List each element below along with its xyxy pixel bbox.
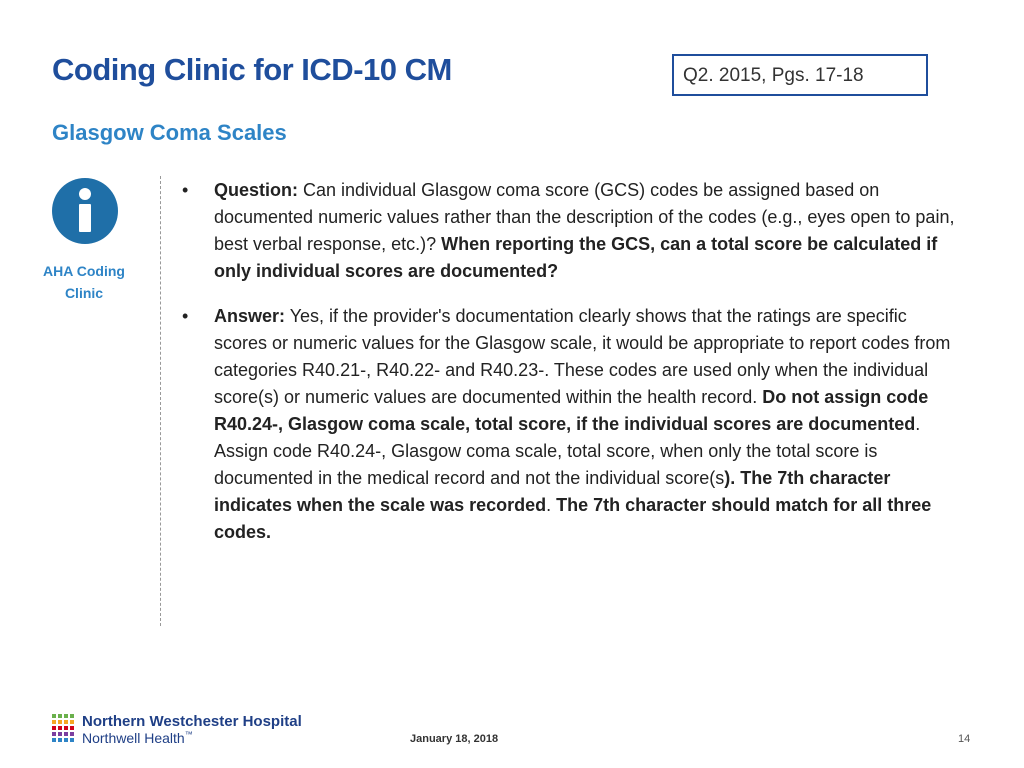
answer-bold-3: The 7th character should match for all three codes. [214,495,932,542]
source-label-line1: AHA Coding [43,263,125,279]
info-icon [52,178,118,244]
page-title: Coding Clinic for ICD-10 CM [52,52,452,87]
question-text: Can individual Glasgow coma score (GCS) codes be assigned based on documented numeric values rather than the description of the codes (e.g., eyes open to pain, best verbal response, etc.)? [214,180,955,254]
page-number: 14 [958,733,971,745]
source-label [30,260,138,304]
answer-text-3: . [546,495,557,515]
trademark-mark: ™ [184,730,193,739]
answer-bold-1: Do not assign code R40.24-, Glasgow coma scale, total score, if the individual scores are documented [214,387,929,434]
vertical-divider [160,176,161,626]
answer-bold-2: ). The 7th character indicates when the scale was recorded [214,468,891,515]
footer-date: January 18, 2018 [410,733,499,745]
question-label: Question: [214,180,298,200]
org-name: Northern Westchester Hospital [82,713,302,730]
content-area [182,177,962,546]
org-subname [82,730,193,746]
footer-logo [52,713,332,747]
answer-text-1: Yes, if the provider's documentation clearly shows that the ratings are specific scores or numeric values for the Glasgow scale, it would be appropriate to report codes from categories R40.21-, R40.22- and R40.23-. These codes are used only when the individual score(s) or numeric values are documented within the health record. [214,306,951,407]
reference-box: Q2. 2015, Pgs. 17-18 [672,54,928,96]
source-label-line2: Clinic [64,285,104,301]
org-subname-text: Northwell Health [82,730,185,746]
question-bold-text: When reporting the GCS, can a total score be calculated if only individual scores are documented? [214,234,938,281]
answer-label: Answer: [214,306,286,326]
bullet-icon: • [182,180,189,200]
bullet-icon: • [182,306,189,326]
answer-bullet [182,303,962,546]
hospital-logo-icon [52,714,76,744]
page-subtitle: Glasgow Coma Scales [52,120,287,145]
answer-text-2: . Assign code R40.24-, Glasgow coma scale, total score, when only the total score is documented in the medical record and not the individual score(s [214,414,921,488]
question-bullet [182,177,962,285]
